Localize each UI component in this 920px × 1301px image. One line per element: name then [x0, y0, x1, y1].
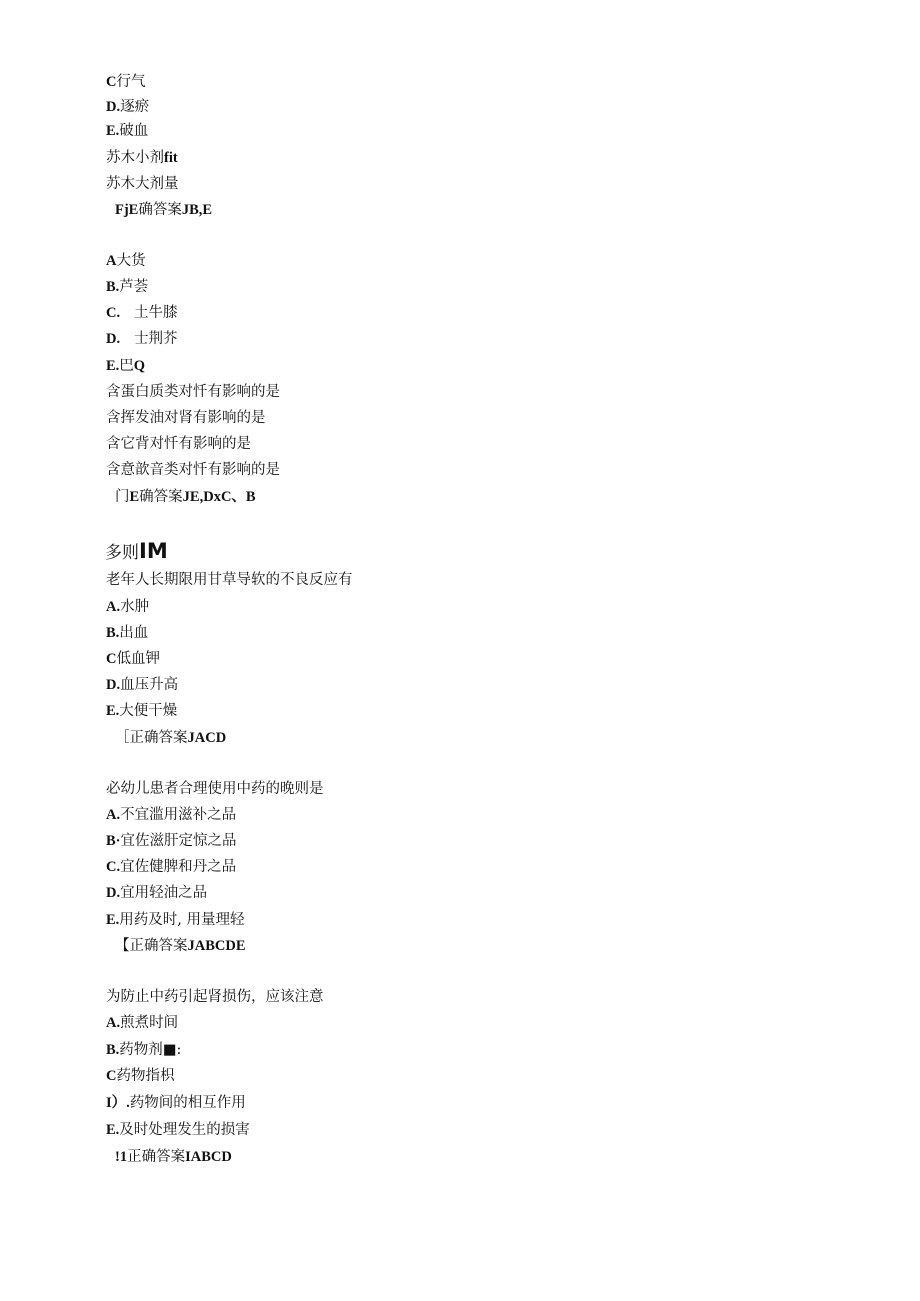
- option-key: E.: [106, 703, 120, 719]
- answer-value: JE,DxC、B: [182, 489, 256, 505]
- answer-value: JACD: [187, 730, 227, 746]
- option-text: 低血钾: [116, 651, 160, 667]
- option-suffix: Q: [133, 358, 146, 374]
- option-c: [106, 1066, 174, 1086]
- option-e: [106, 701, 177, 721]
- sub-question: 含它背对忏有影响的是: [106, 436, 251, 452]
- option-text: 巴: [119, 358, 134, 374]
- section-heading-text: 多则: [105, 543, 139, 563]
- option-b: [106, 623, 148, 643]
- option-text: 土牛膝: [134, 305, 178, 321]
- option-key: C.: [106, 859, 121, 875]
- option-text: 用药及时, 用量理轻: [119, 912, 245, 928]
- option-key: D.: [106, 677, 121, 693]
- option-d: [106, 675, 178, 695]
- option-text: 宜佐健脾和丹之品: [120, 859, 237, 875]
- option-key: E.: [106, 1122, 120, 1138]
- option-text: 不宜滥用滋补之品: [120, 807, 237, 823]
- option-key: C: [106, 1068, 117, 1084]
- option-key: C.: [106, 305, 121, 321]
- answer-label: 确答案: [139, 489, 183, 505]
- option-text: 药物剂■:: [119, 1042, 182, 1058]
- question-stem: 为防止中药引起肾损伤，应该注意: [106, 989, 324, 1005]
- sub-question: 含挥发油对肾有影响的是: [106, 410, 266, 426]
- option-key: D.: [106, 99, 121, 115]
- question-stem: 老年人长期限用甘草导软的不良反应有: [106, 572, 353, 588]
- option-text: 大便干燥: [119, 703, 178, 719]
- option-a: [106, 597, 149, 617]
- answer-label: 【正确答案: [115, 938, 188, 954]
- answer-value: JB,E: [181, 202, 213, 218]
- option-text: 煎煮时间: [120, 1015, 179, 1031]
- sub-question: 含意歆音类对忏有影响的是: [106, 462, 280, 478]
- option-d: [106, 329, 178, 349]
- option-key: E.: [106, 358, 120, 374]
- option-e: [106, 910, 245, 930]
- option-key: C: [106, 74, 117, 90]
- sub-question-text: 苏木小剂: [106, 150, 164, 166]
- option-key: C: [106, 651, 117, 667]
- section-heading-suffix: IM: [139, 539, 168, 563]
- option-text: 及时处理发生的损害: [119, 1122, 250, 1138]
- option-text: 出血: [119, 625, 149, 641]
- option-c: [106, 649, 160, 669]
- option-key: A.: [106, 1015, 121, 1031]
- option-e: [106, 1120, 250, 1140]
- option-text: 行气: [116, 74, 146, 90]
- option-a: [106, 1013, 178, 1033]
- option-text: 宜用轻油之品: [120, 885, 208, 901]
- answer-prefix: 门: [115, 489, 130, 505]
- option-a: [106, 805, 236, 825]
- option-d: [106, 97, 149, 117]
- option-text: 破血: [119, 123, 149, 139]
- answer-line: [115, 728, 226, 748]
- answer-prefix-letter: E: [129, 489, 140, 505]
- option-text: 水肿: [120, 599, 150, 615]
- option-text: 宜佐滋肝定惊之品: [120, 833, 237, 849]
- sub-question: [106, 148, 178, 168]
- option-text: 大货: [116, 253, 146, 269]
- answer-label: ［正确答案: [115, 730, 188, 746]
- option-b: [106, 1040, 181, 1060]
- answer-line: [115, 487, 256, 507]
- sub-question-suffix: fit: [164, 150, 178, 166]
- option-b: [106, 277, 148, 297]
- option-key: D.: [106, 331, 121, 347]
- option-c: [106, 303, 178, 323]
- answer-line: [115, 200, 212, 220]
- option-text: 血压升高: [120, 677, 179, 693]
- option-key: A: [106, 253, 117, 269]
- answer-label: 正确答案: [127, 1149, 186, 1165]
- option-key: B.: [106, 625, 120, 641]
- question-stem: 必幼儿患者合理使用中药的晚则是: [106, 781, 324, 797]
- option-text: 药物间的相互作用: [129, 1095, 246, 1111]
- answer-prefix: FjE: [115, 202, 139, 218]
- option-c: [106, 72, 145, 92]
- option-a: [106, 251, 145, 271]
- option-key: B·: [106, 833, 121, 849]
- answer-value: JABCDE: [187, 938, 246, 954]
- option-key: B.: [106, 1042, 120, 1058]
- answer-label: 确答案: [138, 202, 182, 218]
- option-key: E.: [106, 123, 120, 139]
- option-text: 士荆芥: [134, 331, 178, 347]
- option-text: 药物指枳: [116, 1068, 175, 1084]
- section-heading: [105, 540, 168, 564]
- option-text: 芦荟: [119, 279, 149, 295]
- option-key: A.: [106, 807, 121, 823]
- option-c: [106, 857, 236, 877]
- answer-line: [115, 1147, 232, 1167]
- option-key: E.: [106, 912, 120, 928]
- option-e: [106, 121, 148, 141]
- option-e: [106, 356, 145, 376]
- sub-question: 苏木大剂量: [106, 176, 179, 192]
- option-key: A.: [106, 599, 121, 615]
- option-d: [106, 1093, 246, 1113]
- answer-line: [115, 936, 246, 956]
- answer-prefix: !1: [115, 1149, 128, 1165]
- option-key: D.: [106, 885, 121, 901]
- option-b: [106, 831, 237, 851]
- option-key: B.: [106, 279, 120, 295]
- sub-question: 含蛋白质类对忏有影响的是: [106, 384, 280, 400]
- option-text: 逐瘀: [120, 99, 150, 115]
- option-key: I）.: [106, 1095, 130, 1111]
- answer-value: IABCD: [185, 1149, 232, 1165]
- option-d: [106, 883, 207, 903]
